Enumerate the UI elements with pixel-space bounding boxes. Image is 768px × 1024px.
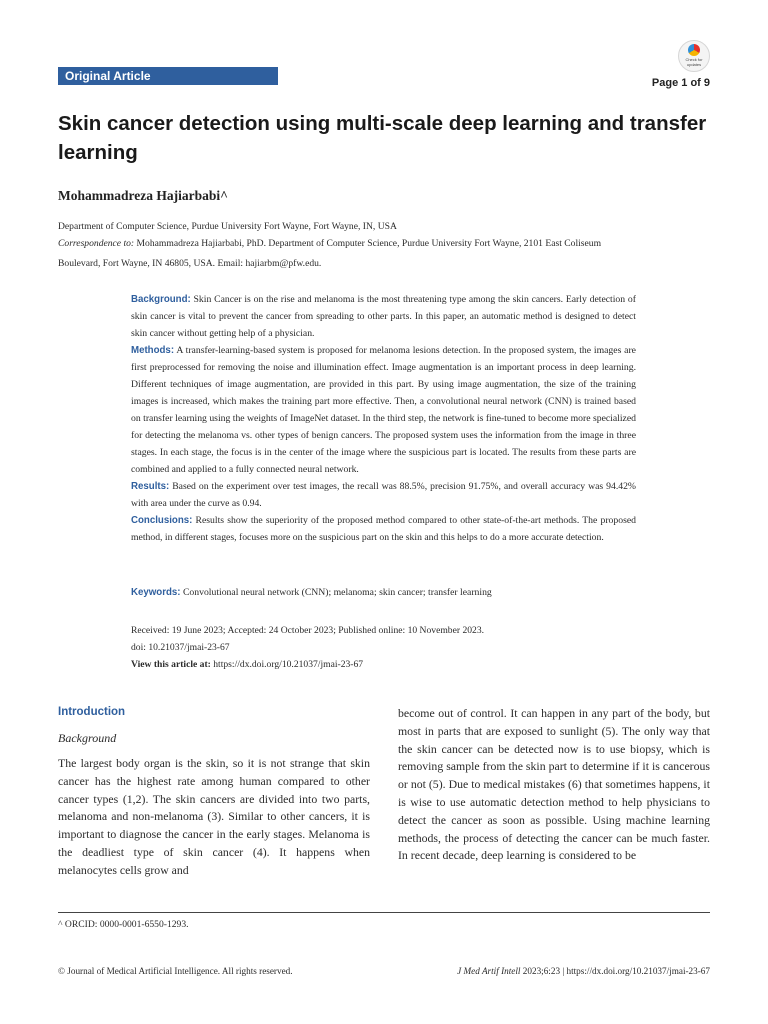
page-number: Page 1 of 9 xyxy=(651,77,710,89)
doi[interactable]: doi: 10.21037/jmai-23-67 xyxy=(131,642,230,653)
abstract-methods xyxy=(131,342,636,478)
correspondence-text: Mohammadreza Hajiarbabi, PhD. Department of Computer Science, Purdue University Fort Wayne, 2101 East Coliseum xyxy=(134,238,602,249)
abstract-conclusions-label: Conclusions: xyxy=(131,515,193,526)
check-for-updates-icon xyxy=(688,44,700,56)
footnote-divider xyxy=(58,912,710,913)
publication-dates: Received: 19 June 2023; Accepted: 24 October 2023; Published online: 10 November 2023. xyxy=(131,625,485,636)
view-article-line xyxy=(131,659,363,670)
abstract-background-label: Background: xyxy=(131,294,191,305)
view-article-label: View this article at: xyxy=(131,659,211,670)
check-for-updates-label: Check for updates xyxy=(685,57,703,67)
abstract-results-label: Results: xyxy=(131,481,170,492)
footer-journal-name: J Med Artif Intell xyxy=(457,966,521,976)
abstract-conclusions xyxy=(131,512,636,546)
footer-citation xyxy=(457,966,710,976)
article-type-banner: Original Article xyxy=(58,67,278,85)
abstract-methods-text: A transfer-learning-based system is proposed for melanoma lesions detection. In the proposed system, the images are first preprocessed for removing the noise and illumination effect. Image augmentation is an important process in deep learning. Different techniques of image augmentation, are provided in this part. By using image augmentation, the size of the training images is increased, which makes the training part more effective. Then, a convolutional neural network (CNN) is trained based on transfer learning using the weights of ImageNet dataset. In the third step, the network is fine-tuned to become more specialized for detecting the melanoma vs. other types of benign cancers. The proposed system uses the information from the image in three stages. In each stage, the focus is in the center of the image where the suspicious part is located. The results from these parts are combined and applied to a fully connected neural network. xyxy=(131,345,636,475)
keywords-label: Keywords: xyxy=(131,587,181,598)
keywords-text: Convolutional neural network (CNN); melanoma; skin cancer; transfer learning xyxy=(180,587,492,598)
abstract xyxy=(131,291,636,546)
footer-copyright: © Journal of Medical Artificial Intelligence. All rights reserved. xyxy=(58,966,293,976)
abstract-results xyxy=(131,478,636,512)
correspondence xyxy=(58,238,601,249)
abstract-results-text: Based on the experiment over test images, the recall was 88.5%, precision 91.75%, and overall accuracy was 94.42% with area under the curve as 0.94. xyxy=(131,481,636,509)
body-text-right-column: become out of control. It can happen in any part of the body, but most in parts that are exposed to sunlight (5). The only way that the skin cancer can be detected now is to use biopsy, which is removing sample from the skin part to determine if it is cancerous or not (5). Due to medical mistakes (6) that sometimes happens, it is wise to use automatic detection method to help physicians to detect the cancer as soon as possible. Using machine learning methods, the process of detecting the cancer can be much faster. In recent decade, deep learning is considered to be xyxy=(398,706,710,863)
abstract-methods-label: Methods: xyxy=(131,345,175,356)
keywords xyxy=(131,587,651,598)
author-name: Mohammadreza Hajiarbabi^ xyxy=(58,188,228,203)
article-title: Skin cancer detection using multi-scale deep learning and transfer learning xyxy=(58,112,707,164)
affiliation: Department of Computer Science, Purdue University Fort Wayne, Fort Wayne, IN, USA xyxy=(58,221,397,232)
orcid-footnote: ^ ORCID: 0000-0001-6550-1293. xyxy=(58,919,189,930)
correspondence-address: Boulevard, Fort Wayne, IN 46805, USA. Email: hajiarbm@pfw.edu. xyxy=(58,258,322,269)
view-article-link[interactable]: https://dx.doi.org/10.21037/jmai-23-67 xyxy=(210,659,364,670)
body-text-left-column: The largest body organ is the skin, so it is not strange that skin cancer has the highest rate among human compared to other cancer types (1,2). The skin cancers are divided into two parts, melanoma and non-melanoma (3). Similar to other cancers, it is important to diagnose the cancer in the early stages. Melanoma is the deadliest type of skin cancer (4). It happens when melanocytes cells grow and xyxy=(58,756,370,877)
correspondence-label: Correspondence to: xyxy=(58,238,135,249)
abstract-conclusions-text: Results show the superiority of the proposed method compared to other state-of-the-art methods. The proposed method, in different stages, focuses more on the suspicious part on the skin and this helps to do a more accurate detection. xyxy=(131,515,636,543)
footer-citation-text: 2023;6:23 | https://dx.doi.org/10.21037/jmai-23-67 xyxy=(520,966,710,976)
abstract-background-text: Skin Cancer is on the rise and melanoma is the most threatening type among the skin cancers. Early detection of skin cancer is vital to prevent the cancer from spreading to other parts. In this paper, an automatic method is designed to detect skin cancer without getting help of a physician. xyxy=(131,294,636,339)
section-heading-introduction: Introduction xyxy=(58,706,126,718)
subsection-heading-background: Background xyxy=(58,731,117,745)
abstract-background xyxy=(131,291,636,342)
